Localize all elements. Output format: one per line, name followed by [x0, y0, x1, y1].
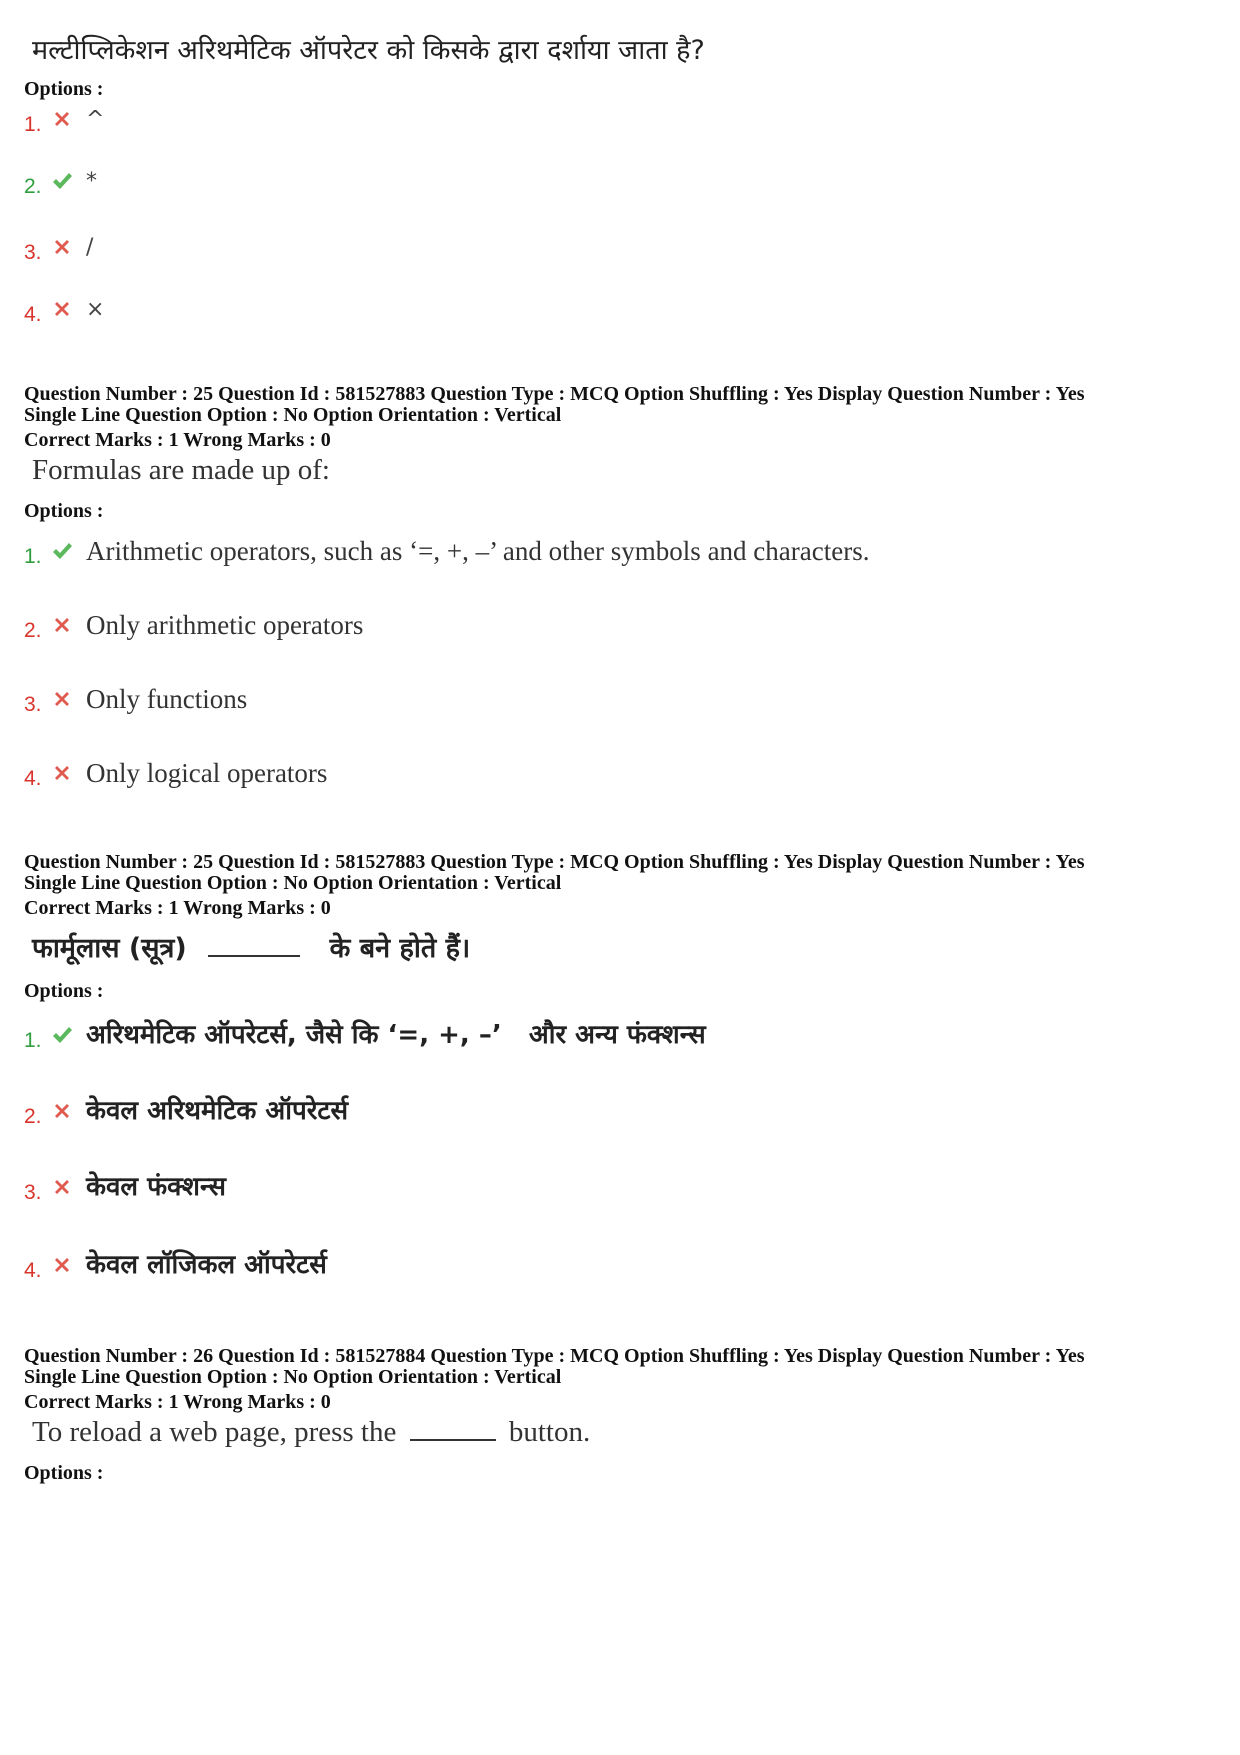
option-number: 1.	[24, 113, 42, 136]
option-number: 4.	[24, 1259, 42, 1282]
question-meta-line: Question Number : 25 Question Id : 581527883 Question Type : MCQ Option Shuffling : Yes Display Question Number : Yes	[24, 851, 1085, 873]
option-1	[24, 108, 104, 142]
option-number: 4.	[24, 767, 42, 790]
option-text: Only arithmetic operators	[86, 609, 364, 640]
marks-line: Correct Marks : 1 Wrong Marks : 0	[24, 1391, 331, 1413]
option-text: *	[86, 168, 97, 194]
option-text: अरिथमेटिक ऑपरेटर्स, जैसे कि ‘=, +, –’ और अन्य फंक्शन्स	[86, 1020, 706, 1050]
option-4	[24, 298, 104, 332]
question-text-part: के बने होते हैं।	[329, 933, 471, 964]
wrong-cross-icon	[50, 761, 74, 785]
options-label: Options :	[24, 1462, 104, 1484]
option-text: केवल अरिथमेटिक ऑपरेटर्स	[86, 1096, 349, 1126]
option-2	[24, 609, 364, 648]
wrong-cross-icon	[50, 107, 74, 131]
marks-line: Correct Marks : 1 Wrong Marks : 0	[24, 897, 331, 919]
option-1	[24, 1020, 706, 1058]
question-text-part: To reload a web page, press the	[32, 1416, 397, 1448]
option-text: ^	[86, 106, 105, 132]
option-3	[24, 683, 248, 722]
question-text: मल्टीप्लिकेशन अरिथमेटिक ऑपरेटर को किसके द्वारा दर्शाया जाता है?	[32, 35, 705, 66]
wrong-cross-icon	[50, 235, 74, 259]
question-text	[32, 1416, 590, 1449]
correct-check-icon	[50, 1023, 74, 1047]
wrong-cross-icon	[50, 1175, 74, 1199]
option-text: ×	[86, 296, 105, 322]
question-text	[32, 928, 470, 965]
option-2	[24, 170, 97, 204]
option-3	[24, 1172, 226, 1210]
correct-check-icon	[50, 539, 74, 563]
blank-line	[410, 1439, 496, 1441]
correct-check-icon	[50, 169, 74, 193]
option-number: 4.	[24, 303, 42, 326]
question-meta-line: Single Line Question Option : No Option Orientation : Vertical	[24, 404, 562, 426]
question-meta-line: Question Number : 25 Question Id : 581527883 Question Type : MCQ Option Shuffling : Yes Display Question Number : Yes	[24, 383, 1085, 405]
wrong-cross-icon	[50, 1253, 74, 1277]
option-text: Arithmetic operators, such as ‘=, +, –’ and other symbols and characters.	[86, 535, 870, 566]
option-text: Only logical operators	[86, 757, 328, 788]
option-number: 3.	[24, 693, 42, 716]
option-text: /	[86, 234, 94, 260]
wrong-cross-icon	[50, 1099, 74, 1123]
option-text: केवल लॉजिकल ऑपरेटर्स	[86, 1250, 327, 1280]
option-number: 2.	[24, 175, 42, 198]
wrong-cross-icon	[50, 687, 74, 711]
option-4	[24, 757, 328, 796]
option-text: Only functions	[86, 683, 248, 714]
wrong-cross-icon	[50, 297, 74, 321]
option-number: 3.	[24, 1181, 42, 1204]
option-4	[24, 1250, 327, 1288]
option-number: 3.	[24, 241, 42, 264]
options-label: Options :	[24, 500, 104, 522]
blank-line	[208, 955, 300, 957]
question-meta-line: Single Line Question Option : No Option Orientation : Vertical	[24, 872, 562, 894]
question-meta-line: Question Number : 26 Question Id : 581527884 Question Type : MCQ Option Shuffling : Yes Display Question Number : Yes	[24, 1345, 1085, 1367]
question-text-part: फार्मूलास (सूत्र)	[32, 933, 187, 964]
option-text: केवल फंक्शन्स	[86, 1172, 226, 1202]
option-1	[24, 535, 870, 574]
option-3	[24, 236, 93, 270]
question-meta-line: Single Line Question Option : No Option Orientation : Vertical	[24, 1366, 562, 1388]
wrong-cross-icon	[50, 613, 74, 637]
option-number: 2.	[24, 619, 42, 642]
options-label: Options :	[24, 78, 104, 100]
marks-line: Correct Marks : 1 Wrong Marks : 0	[24, 429, 331, 451]
option-number: 1.	[24, 545, 42, 568]
question-text: Formulas are made up of:	[32, 454, 330, 486]
option-2	[24, 1096, 349, 1134]
question-text-part: button.	[508, 1416, 591, 1448]
options-label: Options :	[24, 980, 104, 1002]
option-number: 2.	[24, 1105, 42, 1128]
option-number: 1.	[24, 1029, 42, 1052]
